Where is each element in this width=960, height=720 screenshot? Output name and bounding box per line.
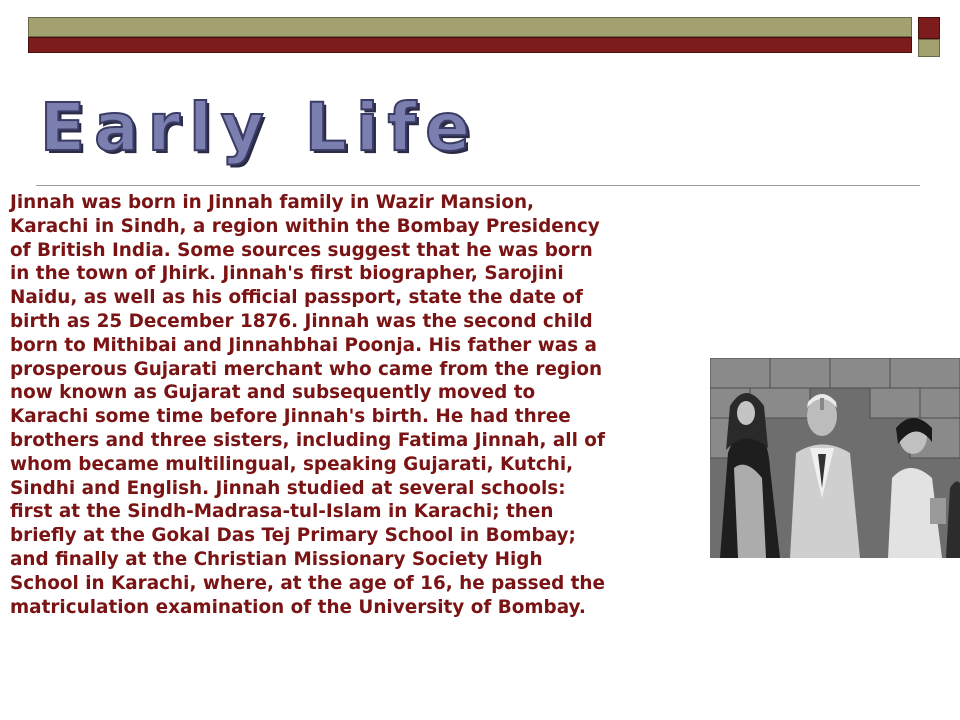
paragraph-line: now known as Gujarat and subsequently moved to — [10, 382, 536, 404]
corner-square-maroon — [918, 17, 940, 39]
paragraph-line: prosperous Gujarati merchant who came from the region — [10, 358, 603, 380]
paragraph-line: Karachi some time before Jinnah's birth. He had three — [10, 406, 571, 428]
title-divider — [36, 185, 920, 186]
paragraph-line: Sindhi and English. Jinnah studied at several schools: — [10, 477, 566, 499]
corner-square-olive — [918, 39, 940, 57]
paragraph-line: in the town of Jhirk. Jinnah's first biographer, Sarojini — [10, 263, 564, 285]
maroon-bar — [28, 37, 912, 53]
paragraph-line: whom became multilingual, speaking Gujarati, Kutchi, — [10, 453, 574, 475]
paragraph-line: matriculation examination of the University of Bombay. — [10, 596, 586, 618]
paragraph-line: and finally at the Christian Missionary Society High — [10, 548, 543, 570]
paragraph-line: briefly at the Gokal Das Tej Primary School in Bombay; — [10, 525, 576, 547]
top-decorative-band — [28, 17, 912, 53]
paragraph-line: Karachi in Sindh, a region within the Bombay Presidency — [10, 215, 600, 237]
slide-title: Early Life — [40, 89, 479, 166]
paragraph-line: birth as 25 December 1876. Jinnah was the second child — [10, 310, 593, 332]
paragraph-line: of British India. Some sources suggest that he was born — [10, 239, 593, 261]
body-paragraph — [10, 191, 710, 619]
paragraph-line: brothers and three sisters, including Fatima Jinnah, all of — [10, 429, 605, 451]
historical-photo — [710, 358, 960, 558]
paragraph-line: Naidu, as well as his official passport, state the date of — [10, 287, 583, 309]
paragraph-line: born to Mithibai and Jinnahbhai Poonja. His father was a — [10, 334, 597, 356]
paragraph-line: School in Karachi, where, at the age of 16, he passed the — [10, 572, 605, 594]
paragraph-line: first at the Sindh-Madrasa-tul-Islam in Karachi; then — [10, 501, 554, 523]
olive-bar — [28, 17, 912, 37]
paragraph-line: Jinnah was born in Jinnah family in Wazir Mansion, — [10, 192, 535, 213]
